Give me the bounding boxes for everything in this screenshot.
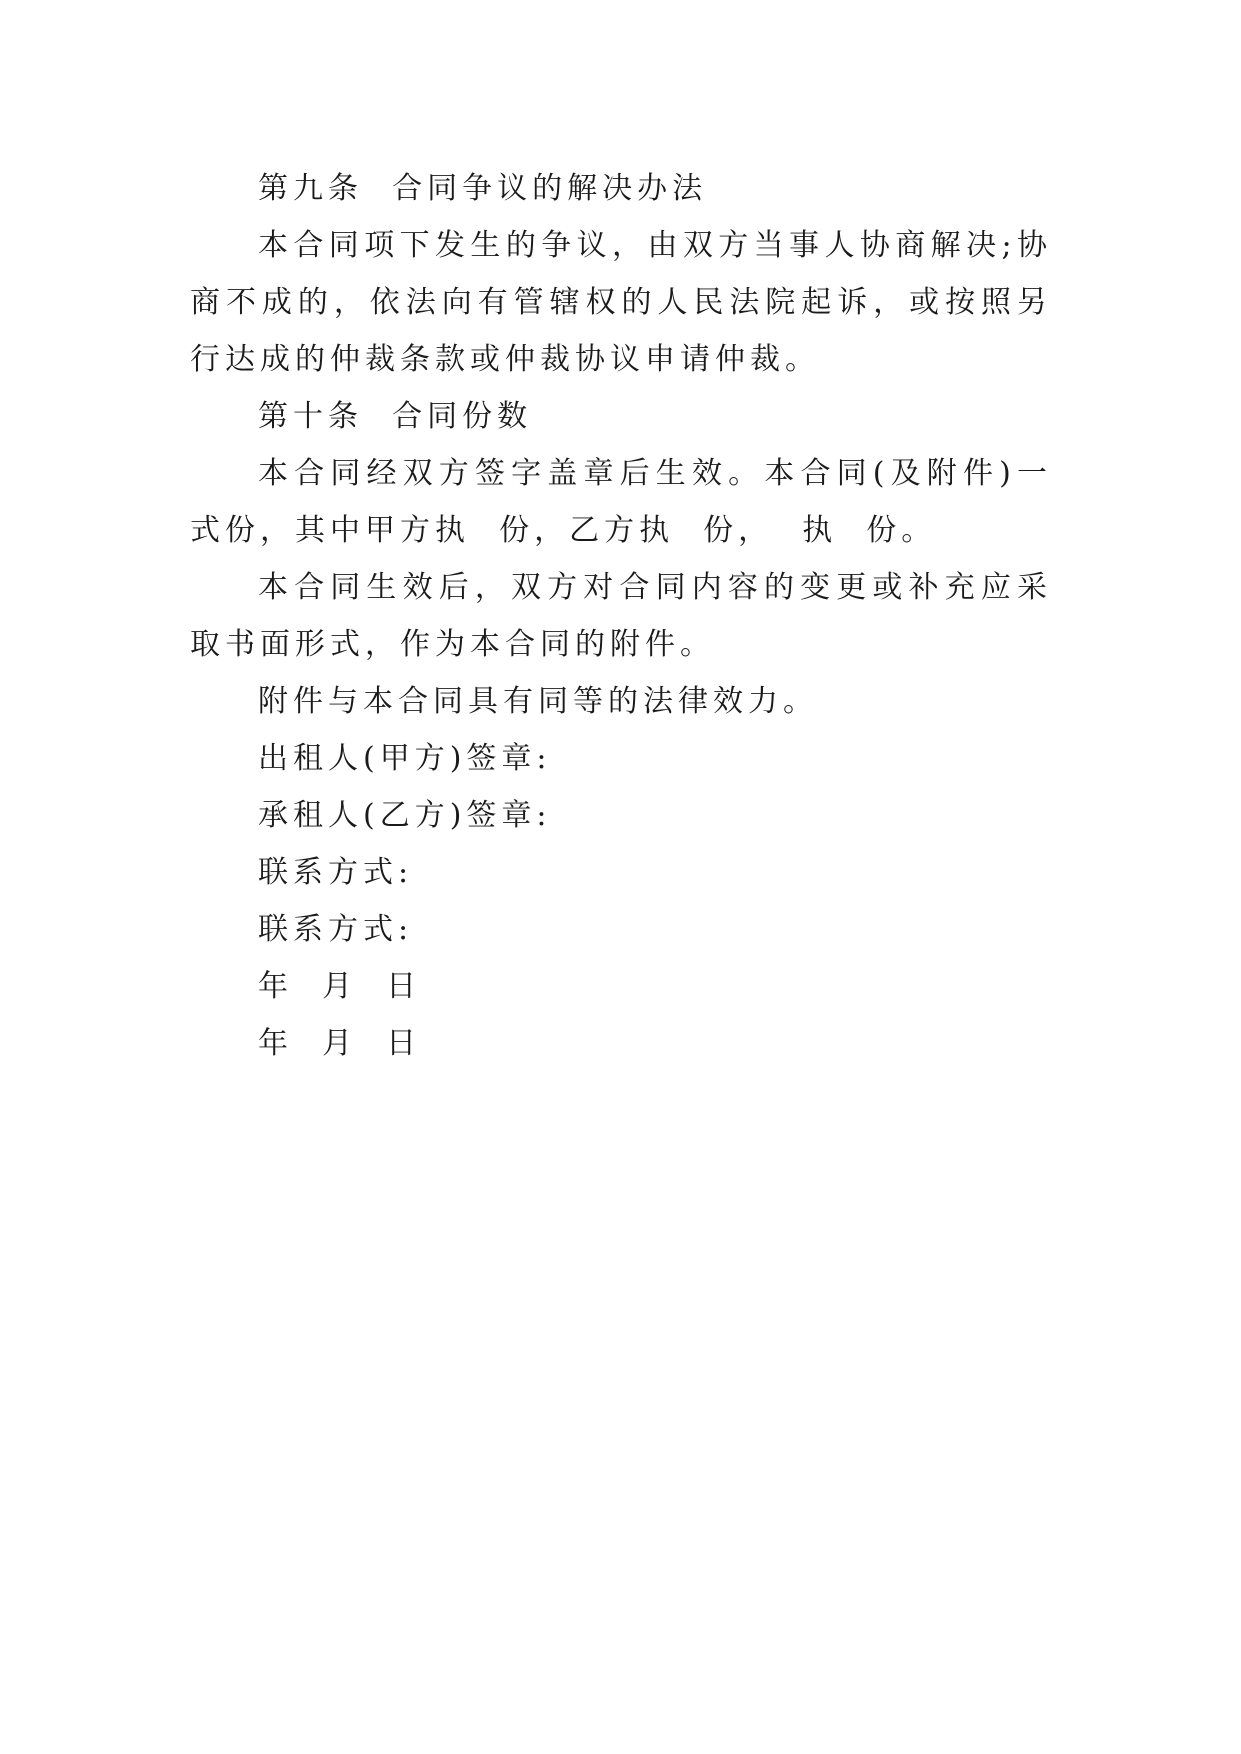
lessee-signature-line: 承租人(乙方)签章: xyxy=(258,798,552,833)
article-10-text: 本合同经双方签字盖章后生效。本合同(及附件)一式份，其中甲方执 份，乙方执 份， 执 份。 xyxy=(190,456,1052,548)
document-body xyxy=(190,160,1052,1072)
lessor-signature-line: 出租人(甲方)签章: xyxy=(258,741,552,776)
lessee-date-line: 年 月 日 xyxy=(258,1026,422,1061)
lessee-contact-line: 联系方式: xyxy=(258,912,414,947)
lessor-contact-line: 联系方式: xyxy=(258,855,414,890)
article-9-text: 本合同项下发生的争议，由双方当事人协商解决;协商不成的，依法向有管辖权的人民法院起诉，或按照另行达成的仲裁条款或仲裁协议申请仲裁。 xyxy=(190,228,1052,377)
lessor-date-line: 年 月 日 xyxy=(258,969,422,1004)
article-10-heading: 第十条 合同份数 xyxy=(258,399,533,434)
annex-clause: 附件与本合同具有同等的法律效力。 xyxy=(258,684,818,719)
article-9-heading: 第九条 合同争议的解决办法 xyxy=(258,171,708,206)
amendment-clause: 本合同生效后，双方对合同内容的变更或补充应采取书面形式，作为本合同的附件。 xyxy=(190,570,1052,662)
